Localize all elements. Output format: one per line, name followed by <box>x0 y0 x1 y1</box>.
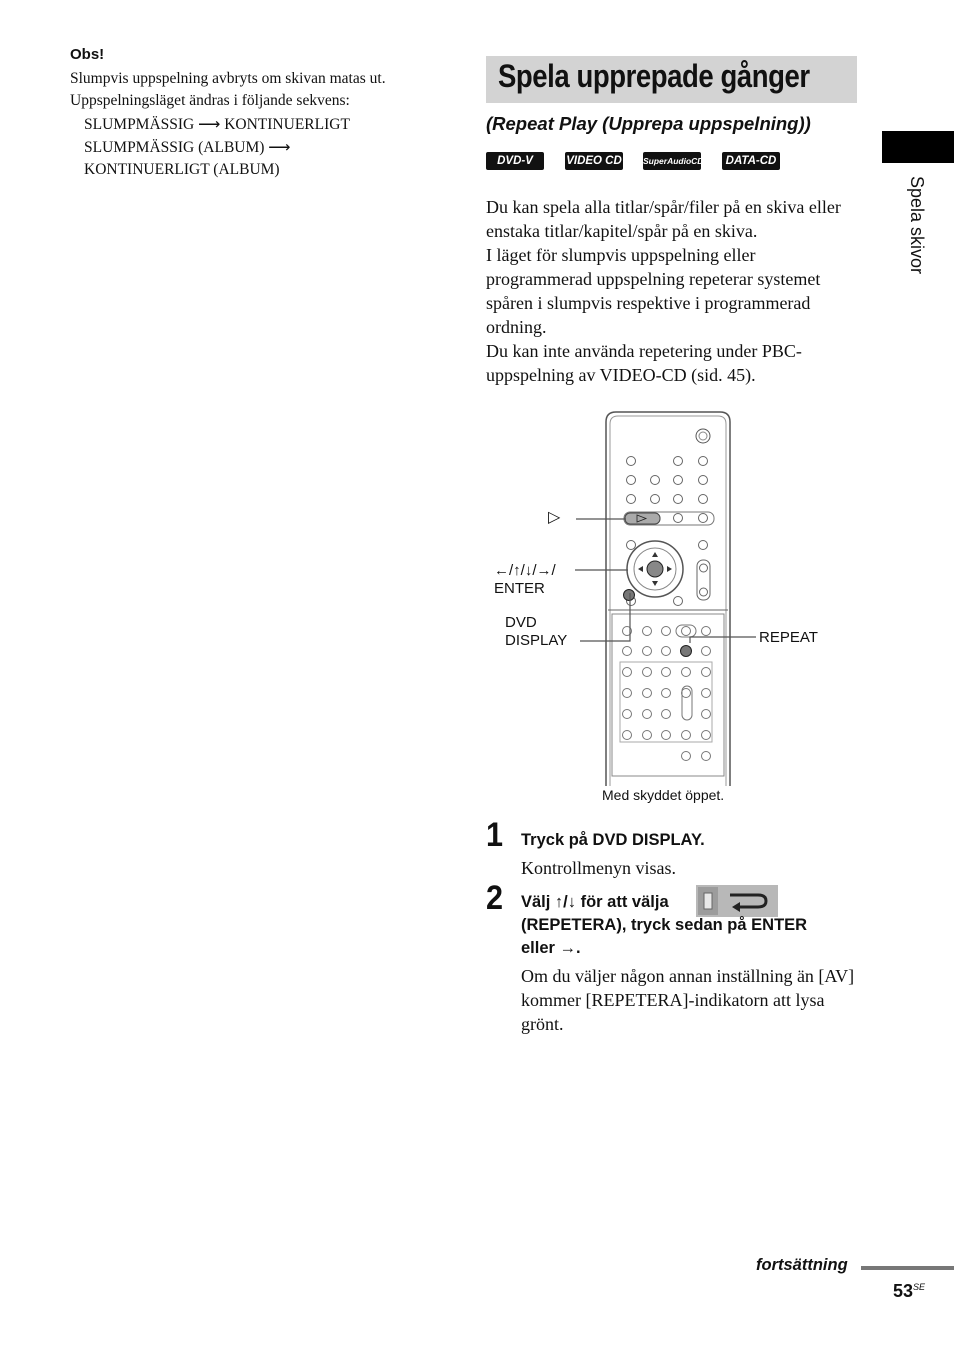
step-heading-line: Välj ↑/↓ för att välja <box>521 893 669 911</box>
page-title: Spela upprepade gånger <box>498 58 810 94</box>
callout-lines <box>570 510 760 650</box>
disc-badge-sacd: SuperAudioCD <box>643 152 701 170</box>
side-tab-marker <box>882 131 954 163</box>
step-heading-line: eller →. <box>521 939 581 957</box>
sequence-line: SLUMPMÄSSIG (ALBUM) ⟶ <box>84 139 291 156</box>
display-label: DISPLAY <box>505 632 568 649</box>
paragraph: I läget för slumpvis uppspelning eller programmerad uppspelning repeterar systemet spåren i slumpvis respektive i programmerad ordning. <box>486 245 821 337</box>
step-number: 2 <box>486 879 504 917</box>
disc-badge-videocd: VIDEO CD <box>565 152 623 170</box>
step-heading-line: (REPETERA), tryck sedan på ENTER <box>521 916 808 934</box>
sequence-line: SLUMPMÄSSIG ⟶ KONTINUERLIGT <box>84 116 350 133</box>
sequence-line: KONTINUERLIGT (ALBUM) <box>84 161 280 178</box>
note-line: Uppspelningsläget ändras i följande sekvens: <box>70 92 350 109</box>
step-number: 1 <box>486 816 504 854</box>
continuation-label: fortsättning <box>756 1256 848 1274</box>
step-body: Kontrollmenyn visas. <box>521 858 676 878</box>
body-text <box>486 195 858 387</box>
page-number-value: 53 <box>893 1281 914 1301</box>
footer-rule <box>861 1266 954 1270</box>
figure-caption: Med skyddet öppet. <box>602 787 725 803</box>
note-line: Slumpvis uppspelning avbryts om skivan matas ut. <box>70 70 386 87</box>
play-label: ▷ <box>548 509 561 526</box>
side-tab-label: Spela skivor <box>907 176 927 275</box>
step-heading: Tryck på DVD DISPLAY. <box>521 831 705 849</box>
page-number <box>893 1281 925 1302</box>
paragraph: Du kan spela alla titlar/spår/filer på en skiva eller enstaka titlar/kapitel/spår på en skiva. <box>486 197 841 241</box>
disc-badge-dvd: DVD-V <box>486 152 544 170</box>
page-subtitle: (Repeat Play (Upprepa uppspelning)) <box>486 113 811 134</box>
dvd-label: DVD <box>505 614 537 631</box>
disc-badge-datacd: DATA-CD <box>722 152 780 170</box>
paragraph: Du kan inte använda repetering under PBC-uppspelning av VIDEO-CD (sid. 45). <box>486 341 802 385</box>
repeat-label: REPEAT <box>759 629 818 646</box>
note-heading: Obs! <box>70 46 105 63</box>
arrows-label: ←/↑/↓/→/ <box>494 562 556 579</box>
enter-label: ENTER <box>494 580 545 597</box>
page-number-suffix: SE <box>913 1282 926 1292</box>
step-body: Om du väljer någon annan inställning än [AV] kommer [REPETERA]-indikatorn att lysa grönt. <box>521 966 855 1034</box>
repeat-menu-icon <box>696 885 778 917</box>
